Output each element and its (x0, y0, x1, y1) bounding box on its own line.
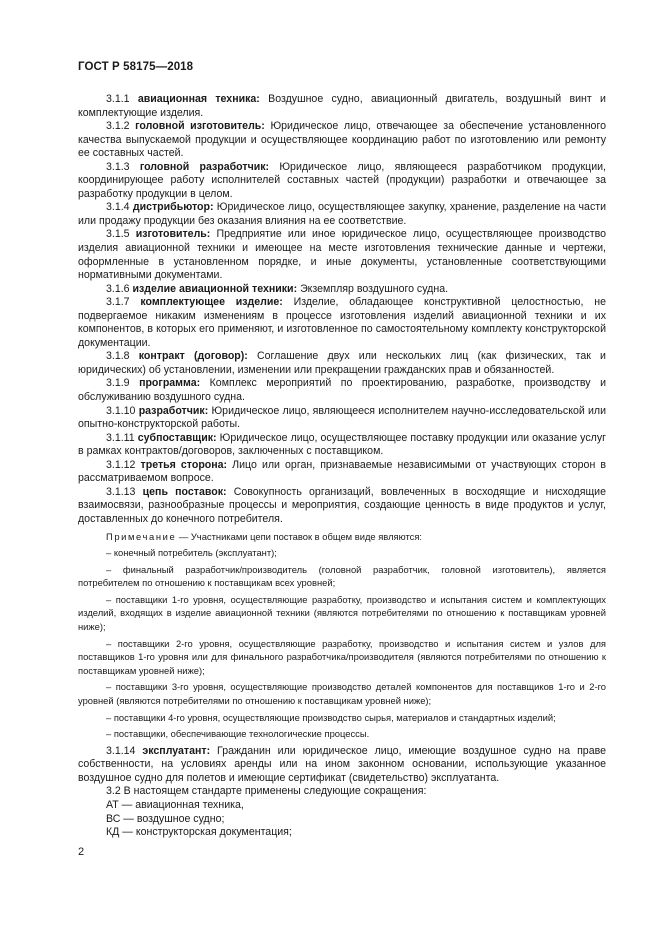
note-list-item: – поставщики 3-го уровня, осуществляющие производство деталей компонентов для поставщиков 1-го и 2-го уровней (являются потребителями по отношению к поставщикам уровней ниже); (78, 681, 606, 707)
term-name: эксплуатант: (142, 744, 211, 757)
abbreviation-item: АТ — авиационная техника, (106, 799, 244, 811)
term-3-1-6 (78, 283, 606, 297)
term-definition: Юридическое лицо, осуществляющее поставку продукции или оказание услуг в рамках контрактов/договоров, заключенных с поставщиком. (78, 431, 606, 458)
note-list-item: – финальный разработчик/производитель (головной разработчик, головной изготовитель), является потребителем по отношению к поставщикам всех уровней; (78, 563, 606, 589)
term-number: 3.1.7 (106, 296, 130, 309)
term-definition: Предприятие или иное юридическое лицо, осуществляющее производство изделия авиационной техники и имеющее на месте изготовления технические данные и чертежи, оформленные в установленном порядке, и иные документы, установленные соответствующими нормативными документами. (78, 228, 606, 282)
term-3-1-12 (78, 459, 606, 486)
abbreviation-item: КД — конструкторская документация; (106, 826, 292, 839)
term-3-1-8 (78, 350, 606, 377)
abbreviation-item: ВС — воздушное судно; (106, 812, 225, 825)
term-number: 3.1.8 (106, 350, 130, 363)
term-number: 3.1.2 (106, 120, 130, 133)
term-3-1-5 (78, 228, 606, 282)
term-definition: Изделие, обладающее конструктивной целостностью, не подвергаемое никаким изменениям в процессе изготовления изделий авиационной техники и их компонентов, в которых его применяют, и изготовленное по самостоятельному комплекту конструкторской документации. (78, 296, 606, 349)
term-name: субпоставщик: (137, 431, 217, 444)
term-definition: Комплекс мероприятий по проектированию, разработке, производству и обслуживанию воздушного судна. (78, 377, 606, 404)
term-definition: Юридическое лицо, являющееся исполнителем научно-исследовательской или опытно-конструкторской работы. (78, 404, 606, 431)
term-definition: Юридическое лицо, отвечающее за обеспечение установленного качества выпускаемой продукции и осуществляющее координацию работ по изготовлению или ремонту ее составных частей. (78, 120, 606, 160)
term-number: 3.1.4 (106, 201, 130, 214)
supply-chain-note (78, 530, 606, 741)
term-number: 3.1.14 (106, 744, 136, 757)
term-3-1-3 (78, 161, 606, 202)
term-definition: Совокупность организаций, вовлеченных в восходящие и нисходящие взаимосвязи, разнообразные процессы и мероприятия, создающие ценность в виде продуктов и услуг, доставленных до конечного потребителя. (78, 485, 606, 525)
term-definition: Юридическое лицо, являющееся разработчиком продукции, координирующее работу исполнителей составных частей (продукции) разработки и отвечающее за разработку продукции в целом. (78, 160, 606, 200)
term-name: изготовитель: (135, 228, 211, 241)
term-definition: Воздушное судно, авиационный двигатель, воздушный винт и комплектующие изделия. (78, 93, 606, 119)
term-3-1-7 (78, 296, 606, 350)
term-3-1-10 (78, 405, 606, 432)
term-name: третья сторона: (140, 458, 228, 471)
term-3-1-14 (78, 745, 606, 786)
note-label: Примечание (106, 530, 177, 542)
term-name: программа: (139, 377, 201, 390)
note-list-item: – поставщики 4-го уровня, осуществляющие производство сырья, материалов и стандартных изделий; (106, 711, 556, 723)
term-3-1-13 (78, 486, 606, 527)
term-3-1-4 (78, 201, 606, 228)
note-text: — Участниками цепи поставок в общем виде являются: (178, 530, 423, 542)
term-number: 3.1.1 (106, 93, 130, 105)
term-name: авиационная техника: (137, 93, 260, 105)
term-name: головной изготовитель: (135, 120, 265, 133)
term-definition: Гражданин или юридическое лицо, имеющие воздушное судно на праве собственности, на условиях аренды или на ином законном основании, использующие указанное воздушное судно для полетов и имеющие сертификат (свидетельство) эксплуатанта. (78, 744, 606, 784)
page-number: 2 (78, 846, 85, 858)
note-list-item: – конечный потребитель (эксплуатант); (106, 547, 277, 559)
term-name: цепь поставок: (142, 485, 227, 498)
term-name: головной разработчик: (139, 160, 270, 173)
term-definition: Экземпляр воздушного судна. (300, 282, 449, 295)
note-list-item: – поставщики 2-го уровня, осуществляющие разработку, производство и испытания систем и узлов для поставщиков 1-го уровня или для финального разработчика/производителя (являются потребителями по отношению к поставщикам уровней ниже); (78, 637, 606, 676)
term-number: 3.1.6 (106, 282, 130, 295)
abbreviations-intro: 3.2 В настоящем стандарте применены следующие сокращения: (106, 785, 427, 798)
term-name: комплектующее изделие: (140, 296, 283, 309)
term-name: контракт (договор): (138, 350, 248, 363)
term-number: 3.1.11 (106, 431, 135, 444)
term-name: дистрибьютор: (132, 201, 214, 214)
document-body (78, 93, 606, 840)
term-number: 3.1.12 (106, 458, 136, 471)
term-definition: Соглашение двух или нескольких лиц (как физических, так и юридических) об установлении, изменении или прекращении гражданских прав и обязанностей. (78, 350, 606, 376)
term-3-1-2 (78, 120, 606, 161)
document-header: ГОСТ Р 58175—2018 (78, 61, 194, 73)
note-heading (78, 530, 606, 544)
term-number: 3.1.10 (106, 404, 136, 417)
term-3-1-9 (78, 377, 606, 404)
note-list-item: – поставщики, обеспечивающие технологические процессы. (106, 728, 370, 740)
note-list-item: – поставщики 1-го уровня, осуществляющие разработку, производство и испытания систем и комплектующих изделий, входящих в изделие авиационной техники (являются потребителями по отношению к поставщикам уровней ниже); (78, 593, 606, 633)
term-number: 3.1.5 (106, 228, 130, 241)
term-number: 3.1.3 (106, 160, 130, 173)
term-3-1-1 (78, 93, 606, 120)
term-definition: Юридическое лицо, осуществляющее закупку, хранение, разделение на части или продажу продукции без оказания влияния на ее соответствие. (78, 201, 607, 227)
term-name: разработчик: (138, 404, 209, 417)
term-number: 3.1.13 (106, 485, 136, 498)
term-3-1-11 (78, 432, 606, 459)
term-name: изделие авиационной техники: (132, 282, 298, 295)
term-definition: Лицо или орган, признаваемые независимыми от участвующих сторон в рассматриваемом вопросе. (78, 458, 606, 485)
term-number: 3.1.9 (106, 377, 130, 390)
